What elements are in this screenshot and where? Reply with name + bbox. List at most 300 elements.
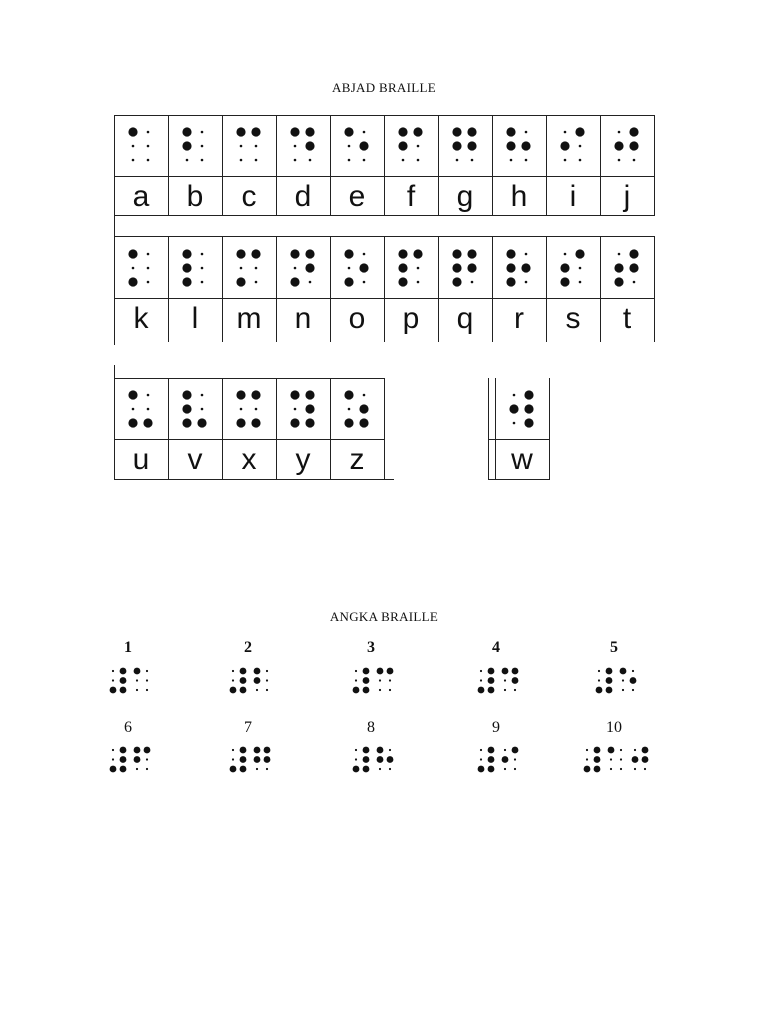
braille-dot-flat (147, 145, 150, 148)
braille-dot-flat (634, 749, 636, 751)
braille-dot-flat (232, 679, 234, 681)
braille-dot-flat (620, 758, 622, 760)
braille-dot-raised (594, 766, 601, 773)
braille-dot-flat (132, 159, 135, 162)
braille-dot-raised (236, 390, 245, 399)
braille-dot-raised (467, 249, 476, 258)
braille-dot-raised (251, 127, 260, 136)
table-vertical-rule (384, 378, 385, 480)
braille-dot-flat (112, 749, 114, 751)
braille-dot-flat (147, 408, 150, 411)
braille-dot-flat (525, 281, 528, 284)
braille-dot-flat (480, 679, 482, 681)
braille-dot-raised (344, 249, 353, 258)
braille-dot-raised (398, 141, 407, 150)
braille-dot-raised (478, 687, 485, 694)
braille-dot-flat (355, 679, 357, 681)
braille-dot-flat (379, 689, 381, 691)
braille-dot-raised (240, 747, 247, 754)
braille-dots-z (330, 379, 384, 439)
number-label-1: 1 (124, 639, 132, 656)
braille-cell-m (222, 238, 276, 298)
braille-dot-raised (305, 127, 314, 136)
braille-dot-flat (255, 145, 258, 148)
letter-s: s (565, 302, 581, 335)
braille-dots-v (168, 379, 222, 439)
letter-m: m (236, 302, 262, 335)
braille-dot-flat (132, 145, 135, 148)
braille-dot-raised (630, 677, 637, 684)
braille-number-3 (352, 666, 394, 696)
number-label-5: 5 (610, 639, 618, 656)
braille-dot-raised (305, 418, 314, 427)
braille-dot-raised (512, 677, 519, 684)
braille-dot-raised (251, 249, 260, 258)
braille-dot-raised (524, 390, 533, 399)
braille-dot-flat (514, 689, 516, 691)
braille-dot-flat (136, 768, 138, 770)
braille-dot-raised (467, 263, 476, 272)
braille-dot-flat (379, 768, 381, 770)
letter-e: e (348, 180, 366, 213)
braille-dot-flat (201, 408, 204, 411)
table-vertical-rule (330, 115, 331, 216)
braille-dot-raised (240, 687, 247, 694)
braille-dot-raised (344, 127, 353, 136)
braille-dot-flat (417, 281, 420, 284)
braille-dot-raised (488, 747, 495, 754)
braille-dot-flat (525, 253, 528, 256)
braille-dot-flat (201, 394, 204, 397)
braille-dot-raised (363, 687, 370, 694)
letter-z: z (349, 443, 365, 476)
braille-dot-flat (363, 159, 366, 162)
braille-dot-flat (513, 422, 516, 425)
braille-dot-raised (128, 127, 137, 136)
table-vertical-rule (114, 365, 115, 480)
braille-dot-flat (348, 408, 351, 411)
braille-dot-raised (398, 277, 407, 286)
braille-dot-flat (417, 145, 420, 148)
braille-dot-raised (120, 677, 127, 684)
braille-dot-flat (618, 131, 621, 134)
braille-dot-flat (256, 768, 258, 770)
braille-dot-raised (134, 747, 141, 754)
braille-dot-flat (480, 670, 482, 672)
braille-dot-flat (146, 768, 148, 770)
braille-dot-flat (355, 749, 357, 751)
table-vertical-rule (495, 378, 496, 480)
table-vertical-rule (384, 115, 385, 216)
braille-dot-flat (579, 281, 582, 284)
letter-j: j (623, 180, 631, 213)
braille-dot-flat (136, 679, 138, 681)
braille-dot-flat (480, 758, 482, 760)
braille-dot-flat (266, 689, 268, 691)
braille-dot-raised (488, 687, 495, 694)
braille-dot-raised (506, 127, 515, 136)
braille-dot-flat (147, 253, 150, 256)
braille-dot-raised (359, 418, 368, 427)
braille-cell-a (114, 116, 168, 176)
braille-dot-flat (363, 281, 366, 284)
braille-dot-flat (232, 749, 234, 751)
braille-dots-c (222, 116, 276, 176)
braille-dots-a (114, 116, 168, 176)
braille-dot-raised (182, 141, 191, 150)
letter-b: b (186, 180, 204, 213)
braille-dot-raised (230, 687, 237, 694)
braille-dot-raised (629, 263, 638, 272)
braille-dot-raised (182, 249, 191, 258)
braille-cell-s (546, 238, 600, 298)
braille-dot-raised (305, 141, 314, 150)
braille-dot-flat (480, 749, 482, 751)
braille-dots-e (330, 116, 384, 176)
braille-cell-q (438, 238, 492, 298)
braille-dot-raised (254, 747, 261, 754)
braille-dot-flat (146, 689, 148, 691)
braille-dot-flat (201, 159, 204, 162)
braille-dot-flat (564, 253, 567, 256)
braille-dot-raised (413, 127, 422, 136)
letter-n: n (294, 302, 312, 335)
letter-f: f (406, 180, 416, 213)
braille-dot-raised (584, 766, 591, 773)
braille-dot-flat (622, 679, 624, 681)
braille-dot-flat (112, 758, 114, 760)
table-vertical-rule (222, 115, 223, 216)
braille-dot-flat (232, 758, 234, 760)
table-vertical-rule (276, 378, 277, 480)
braille-dot-raised (506, 141, 515, 150)
braille-dot-flat (147, 394, 150, 397)
braille-dot-flat (417, 159, 420, 162)
braille-dots-u (114, 379, 168, 439)
table-vertical-rule (600, 115, 601, 216)
braille-cell-h (492, 116, 546, 176)
braille-dot-flat (510, 159, 513, 162)
braille-number-8 (352, 745, 394, 775)
braille-dot-flat (147, 267, 150, 270)
braille-dot-raised (575, 249, 584, 258)
braille-dots-q (438, 238, 492, 298)
braille-dot-raised (290, 277, 299, 286)
braille-dot-raised (502, 668, 509, 675)
braille-dot-flat (618, 159, 621, 162)
braille-dot-raised (144, 747, 151, 754)
braille-dot-flat (620, 768, 622, 770)
letter-u: u (132, 443, 150, 476)
letter-t: t (622, 302, 632, 335)
table-vertical-rule (330, 236, 331, 342)
letter-p: p (402, 302, 420, 335)
table-horizontal-rule (114, 479, 394, 480)
braille-dot-flat (255, 408, 258, 411)
number-label-2: 2 (244, 639, 252, 656)
braille-dot-raised (606, 687, 613, 694)
braille-dot-flat (471, 281, 474, 284)
braille-dots-y (276, 379, 330, 439)
braille-dots-k (114, 238, 168, 298)
braille-dot-raised (488, 766, 495, 773)
braille-dot-raised (512, 747, 519, 754)
braille-dot-raised (387, 668, 394, 675)
braille-dot-flat (632, 670, 634, 672)
braille-dots-m (222, 238, 276, 298)
braille-dot-raised (560, 141, 569, 150)
table-horizontal-rule (488, 439, 550, 440)
braille-dot-raised (240, 668, 247, 675)
braille-dot-raised (134, 756, 141, 763)
braille-dots-i (546, 116, 600, 176)
braille-dot-flat (294, 159, 297, 162)
braille-dot-raised (363, 677, 370, 684)
braille-dot-raised (606, 677, 613, 684)
braille-cell-z (330, 379, 384, 439)
braille-dot-flat (514, 768, 516, 770)
braille-dot-flat (132, 267, 135, 270)
braille-dot-flat (622, 689, 624, 691)
braille-dot-raised (377, 668, 384, 675)
braille-dot-flat (112, 670, 114, 672)
braille-dots-b (168, 116, 222, 176)
braille-dot-raised (290, 127, 299, 136)
braille-dot-flat (514, 758, 516, 760)
braille-dot-raised (128, 277, 137, 286)
table-vertical-rule (546, 115, 547, 216)
braille-dot-raised (614, 141, 623, 150)
braille-dot-flat (255, 267, 258, 270)
braille-dot-flat (240, 145, 243, 148)
braille-dot-flat (266, 768, 268, 770)
braille-dot-raised (524, 404, 533, 413)
number-label-4: 4 (492, 639, 500, 656)
braille-dots-h (492, 116, 546, 176)
letter-v: v (187, 443, 203, 476)
braille-dot-raised (594, 747, 601, 754)
braille-number-6 (109, 745, 151, 775)
braille-dot-raised (240, 766, 247, 773)
table-vertical-rule (168, 115, 169, 216)
braille-dot-raised (120, 687, 127, 694)
letter-i: i (569, 180, 577, 213)
braille-dot-flat (255, 159, 258, 162)
braille-dot-raised (182, 404, 191, 413)
braille-dot-raised (254, 756, 261, 763)
braille-dot-flat (201, 145, 204, 148)
table-vertical-rule (438, 115, 439, 216)
braille-number-5 (595, 666, 637, 696)
braille-dot-flat (633, 281, 636, 284)
braille-dot-flat (644, 768, 646, 770)
table-vertical-rule (222, 378, 223, 480)
braille-cell-o (330, 238, 384, 298)
braille-dot-flat (586, 758, 588, 760)
braille-dot-raised (305, 263, 314, 272)
braille-dot-flat (201, 253, 204, 256)
braille-dot-raised (608, 747, 615, 754)
braille-dot-flat (379, 679, 381, 681)
braille-dots-o (330, 238, 384, 298)
braille-dot-raised (398, 127, 407, 136)
braille-dots-x (222, 379, 276, 439)
braille-number-1 (109, 666, 151, 696)
braille-dot-flat (201, 131, 204, 134)
table-vertical-rule (654, 115, 655, 216)
braille-dot-raised (363, 747, 370, 754)
braille-dot-raised (488, 756, 495, 763)
braille-dot-flat (632, 689, 634, 691)
number-label-10: 10 (606, 719, 622, 736)
braille-dot-raised (264, 756, 271, 763)
braille-dots-t (600, 238, 654, 298)
table-vertical-rule (114, 115, 115, 345)
braille-dot-flat (504, 679, 506, 681)
letter-l: l (191, 302, 199, 335)
braille-cell-v (168, 379, 222, 439)
number-label-9: 9 (492, 719, 500, 736)
braille-number-7 (229, 745, 271, 775)
braille-cell-w (495, 379, 549, 439)
braille-dot-flat (294, 145, 297, 148)
braille-cell-p (384, 238, 438, 298)
braille-dot-raised (182, 418, 191, 427)
table-horizontal-rule (114, 378, 384, 379)
braille-dot-raised (560, 263, 569, 272)
braille-dot-flat (309, 281, 312, 284)
braille-dot-raised (344, 418, 353, 427)
braille-dot-flat (348, 159, 351, 162)
braille-dots-g (438, 116, 492, 176)
braille-dot-raised (344, 277, 353, 286)
braille-dot-flat (598, 679, 600, 681)
braille-dot-raised (452, 263, 461, 272)
braille-dot-flat (579, 145, 582, 148)
braille-dot-raised (254, 668, 261, 675)
braille-dot-flat (586, 749, 588, 751)
braille-cell-g (438, 116, 492, 176)
braille-dot-raised (134, 668, 141, 675)
braille-dot-flat (147, 281, 150, 284)
table-vertical-rule (384, 236, 385, 342)
braille-dot-flat (240, 159, 243, 162)
braille-dot-raised (413, 249, 422, 258)
braille-dot-flat (240, 267, 243, 270)
alphabet-title: ABJAD BRAILLE (332, 80, 436, 95)
braille-dot-raised (120, 756, 127, 763)
braille-dot-raised (614, 277, 623, 286)
letter-a: a (132, 180, 150, 213)
braille-dot-raised (488, 668, 495, 675)
braille-dot-raised (305, 249, 314, 258)
letter-k: k (133, 302, 149, 335)
braille-dot-flat (201, 281, 204, 284)
braille-dot-raised (143, 418, 152, 427)
braille-dot-raised (629, 141, 638, 150)
braille-dot-raised (452, 141, 461, 150)
table-horizontal-rule (488, 479, 550, 480)
braille-dot-flat (348, 145, 351, 148)
braille-dot-flat (618, 253, 621, 256)
braille-dot-raised (521, 141, 530, 150)
braille-dot-raised (128, 390, 137, 399)
braille-dot-raised (377, 756, 384, 763)
braille-dot-flat (363, 253, 366, 256)
table-vertical-rule (168, 236, 169, 342)
number-label-7: 7 (244, 719, 252, 736)
braille-dot-raised (110, 687, 117, 694)
braille-dot-flat (266, 670, 268, 672)
braille-dot-raised (236, 418, 245, 427)
braille-dot-flat (363, 394, 366, 397)
braille-dot-raised (128, 418, 137, 427)
braille-dot-flat (634, 768, 636, 770)
braille-dot-flat (348, 267, 351, 270)
braille-dot-flat (136, 689, 138, 691)
braille-cell-k (114, 238, 168, 298)
braille-dot-raised (606, 668, 613, 675)
braille-dots-w (495, 379, 549, 439)
braille-dot-raised (290, 390, 299, 399)
number-label-3: 3 (367, 639, 375, 656)
braille-dot-raised (251, 390, 260, 399)
letter-q: q (456, 302, 474, 335)
braille-dot-flat (266, 679, 268, 681)
table-vertical-rule (600, 236, 601, 342)
braille-dot-raised (506, 249, 515, 258)
braille-dot-flat (579, 159, 582, 162)
braille-dot-flat (389, 679, 391, 681)
braille-dot-flat (598, 670, 600, 672)
braille-dot-raised (240, 677, 247, 684)
braille-dot-raised (521, 263, 530, 272)
braille-dot-raised (128, 249, 137, 258)
braille-cell-t (600, 238, 654, 298)
braille-dots-d (276, 116, 330, 176)
braille-dot-raised (452, 277, 461, 286)
braille-dot-raised (359, 263, 368, 272)
braille-dot-flat (146, 758, 148, 760)
letter-o: o (348, 302, 366, 335)
braille-dot-raised (502, 756, 509, 763)
braille-cell-x (222, 379, 276, 439)
braille-dot-flat (579, 267, 582, 270)
braille-dot-flat (504, 768, 506, 770)
braille-dot-raised (363, 668, 370, 675)
braille-dot-raised (363, 766, 370, 773)
braille-dot-raised (359, 404, 368, 413)
braille-dot-flat (620, 749, 622, 751)
braille-dot-raised (452, 127, 461, 136)
braille-dot-raised (467, 127, 476, 136)
braille-dot-raised (251, 418, 260, 427)
braille-dot-flat (525, 159, 528, 162)
braille-dot-raised (240, 756, 247, 763)
braille-dot-flat (146, 679, 148, 681)
braille-dot-raised (632, 756, 639, 763)
braille-cell-y (276, 379, 330, 439)
braille-dots-s (546, 238, 600, 298)
table-vertical-rule (168, 378, 169, 480)
braille-dot-flat (610, 758, 612, 760)
braille-dot-raised (629, 249, 638, 258)
letter-g: g (456, 180, 474, 213)
braille-dot-raised (120, 766, 127, 773)
braille-dot-raised (642, 747, 649, 754)
braille-dot-raised (614, 263, 623, 272)
braille-dot-raised (344, 390, 353, 399)
